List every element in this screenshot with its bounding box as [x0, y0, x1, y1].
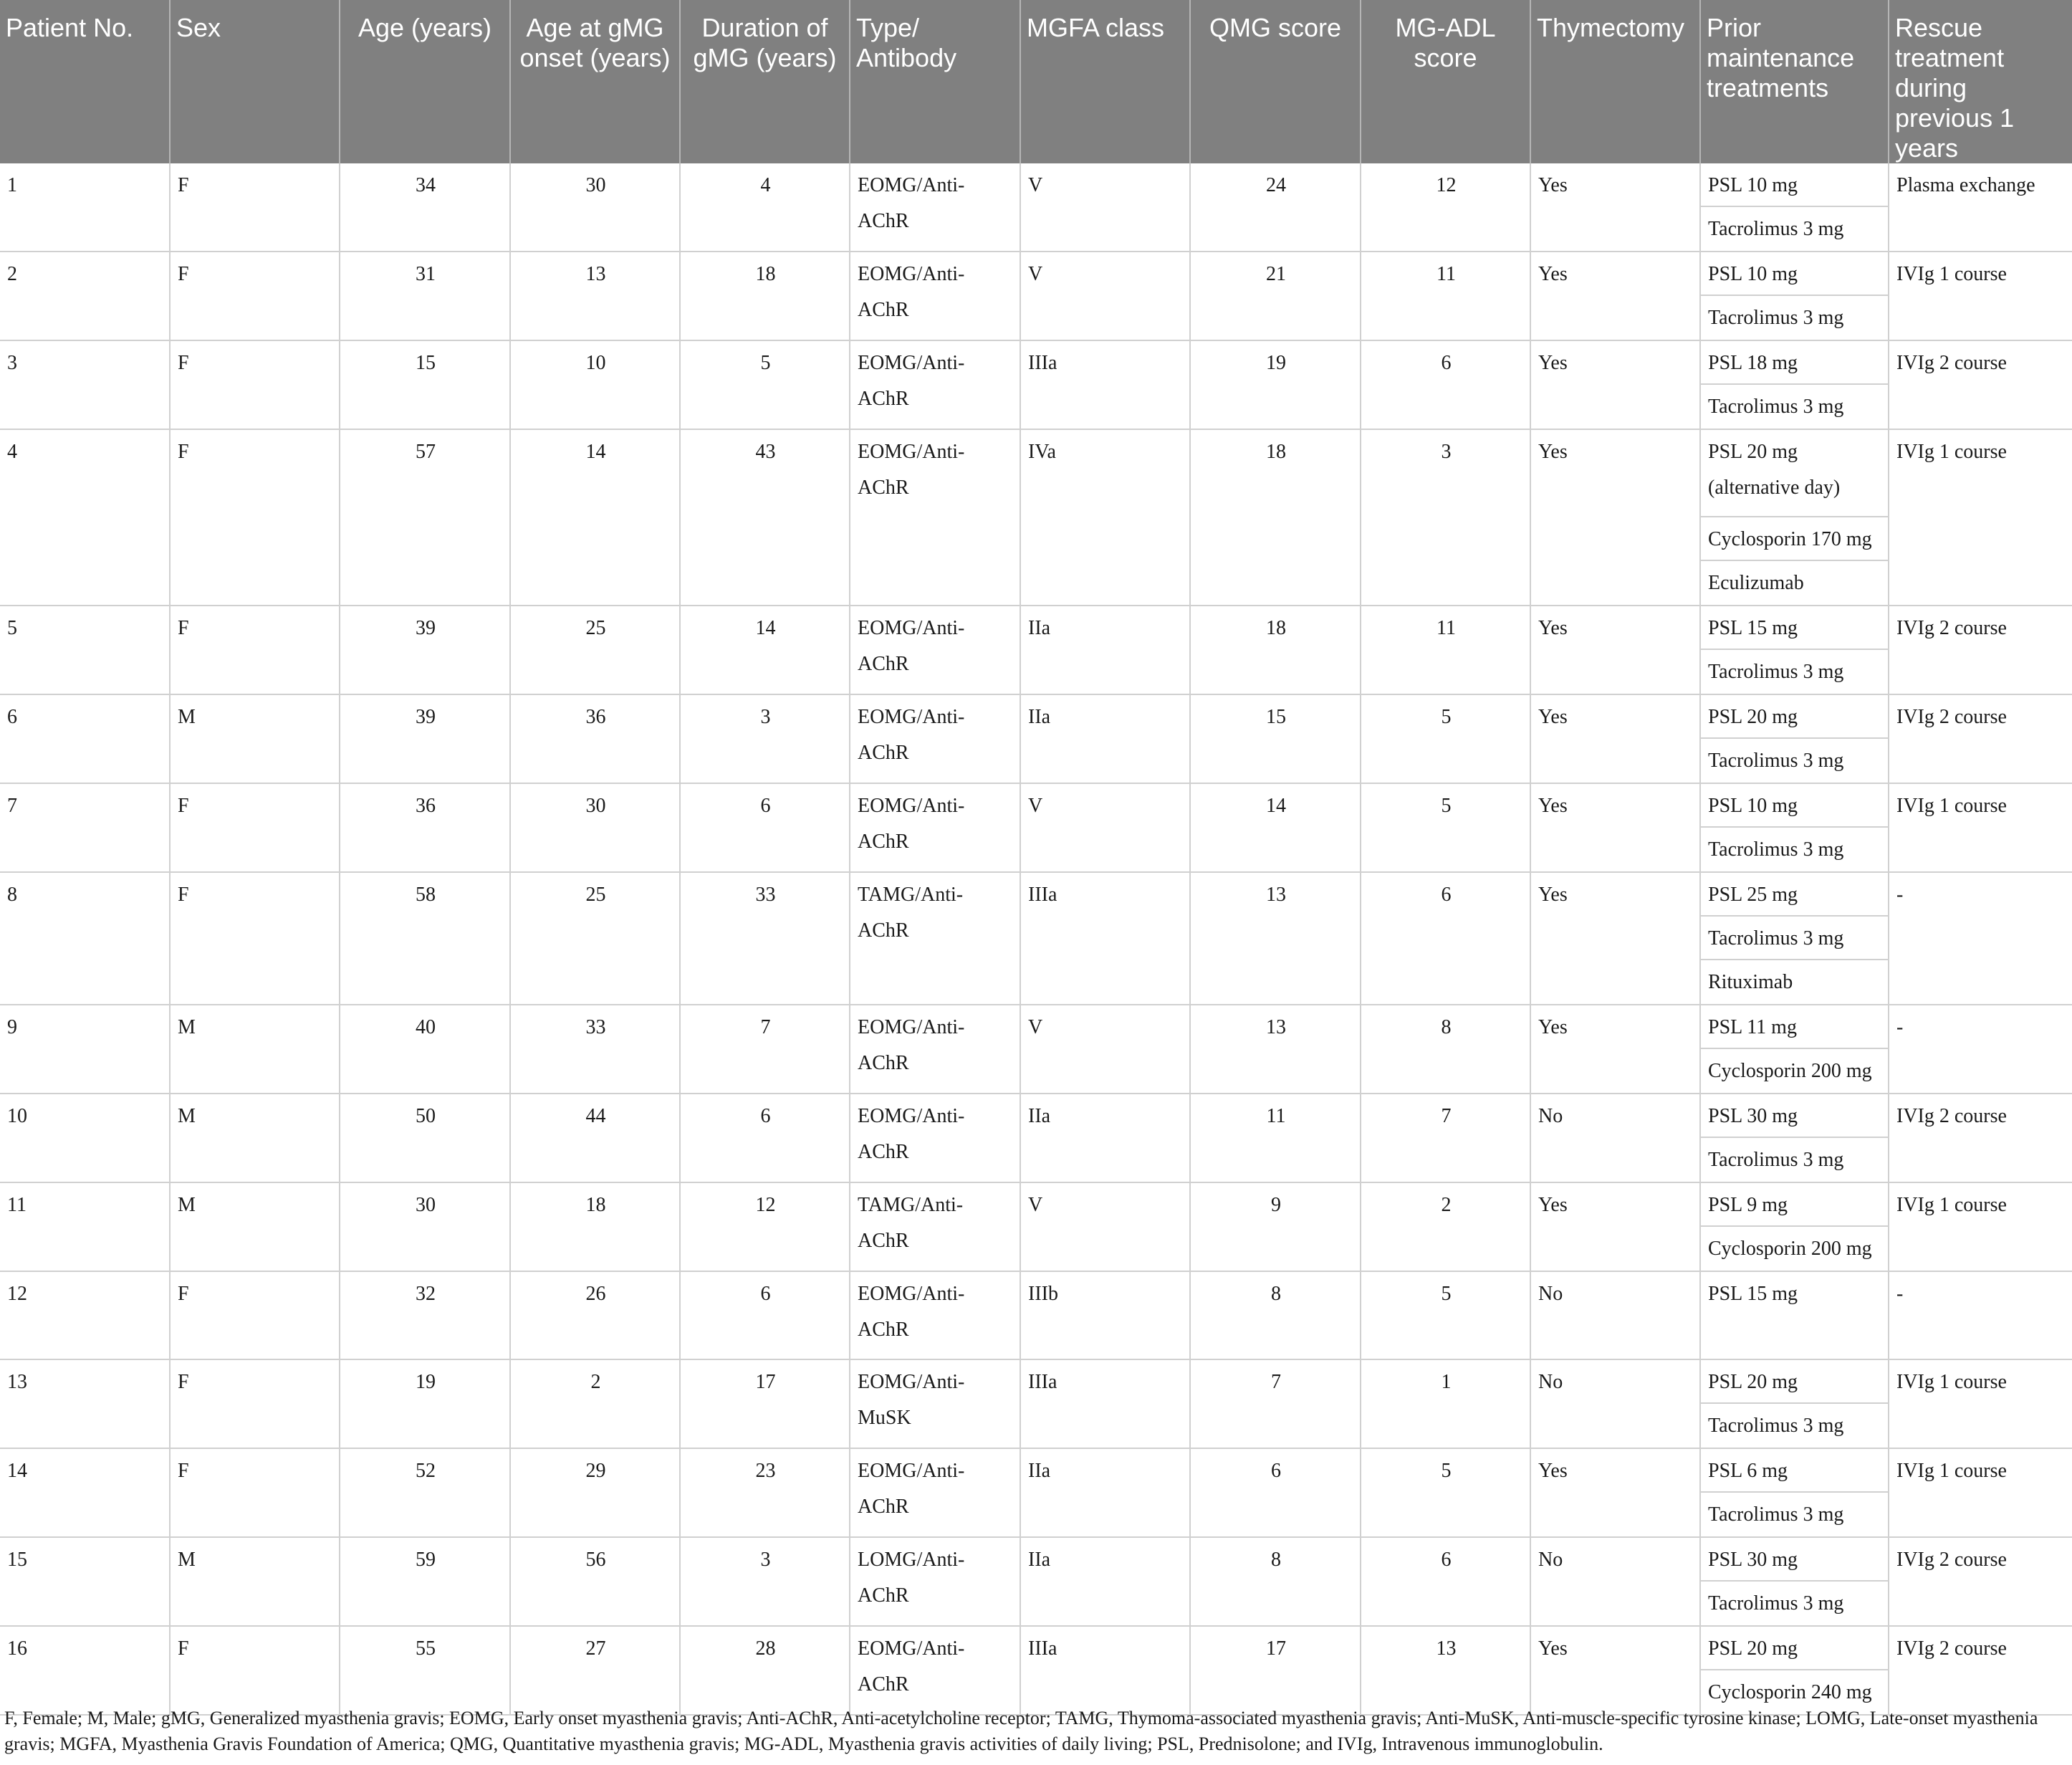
- mg-adl-score-cell: 3: [1361, 429, 1530, 606]
- mg-adl-score-cell: 5: [1361, 1448, 1530, 1537]
- age-onset-cell: 25: [510, 872, 680, 1005]
- duration-cell: 18: [680, 252, 850, 340]
- type-antibody-cell: [850, 1005, 1020, 1094]
- mg-adl-score-cell: 6: [1361, 872, 1530, 1005]
- mg-adl-score-cell: 12: [1361, 163, 1530, 252]
- header-qmg-score: QMG score: [1190, 0, 1361, 163]
- patient-no-cell: 10: [0, 1094, 170, 1182]
- prior-treatments-cell: [1700, 872, 1889, 1005]
- thymectomy-cell: Yes: [1530, 163, 1700, 252]
- rescue-treatment-cell: IVIg 2 course: [1889, 1094, 2072, 1182]
- header-patient-no: Patient No.: [0, 0, 170, 163]
- duration-cell: 12: [680, 1182, 850, 1271]
- header-thymectomy: Thymectomy: [1530, 0, 1700, 163]
- prior-treatments-cell: [1700, 1359, 1889, 1448]
- thymectomy-cell: Yes: [1530, 1005, 1700, 1094]
- table-row: [0, 606, 2072, 694]
- thymectomy-cell: Yes: [1530, 606, 1700, 694]
- table-header: [0, 0, 2072, 163]
- table-row: [0, 252, 2072, 340]
- table-row: [0, 429, 2072, 606]
- header-age: Age (years): [340, 0, 510, 163]
- thymectomy-cell: No: [1530, 1537, 1700, 1626]
- mgfa-class-cell: V: [1020, 1182, 1190, 1271]
- treatment-item: PSL 15 mg: [1701, 606, 1888, 650]
- sex-cell: F: [170, 340, 340, 429]
- patient-no-cell: 2: [0, 252, 170, 340]
- mg-adl-score-cell: 5: [1361, 783, 1530, 872]
- table-row: [0, 872, 2072, 1005]
- qmg-score-cell: 19: [1190, 340, 1361, 429]
- table-row: [0, 1094, 2072, 1182]
- treatment-item: Tacrolimus 3 mg: [1708, 1592, 1844, 1615]
- table-row: [0, 1271, 2072, 1359]
- prior-treatments-cell: [1700, 1537, 1889, 1626]
- treatment-item: Tacrolimus 3 mg: [1708, 1149, 1844, 1171]
- rescue-treatment-cell: IVIg 1 course: [1889, 1448, 2072, 1537]
- type-antibody-text: LOMG/Anti-AChR: [858, 1549, 965, 1607]
- thymectomy-cell: No: [1530, 1271, 1700, 1359]
- prior-treatments-cell: [1700, 340, 1889, 429]
- mg-adl-score-cell: 2: [1361, 1182, 1530, 1271]
- table-row: [0, 1626, 2072, 1715]
- rescue-treatment-cell: IVIg 2 course: [1889, 606, 2072, 694]
- qmg-score-cell: 8: [1190, 1537, 1361, 1626]
- treatment-item: PSL 20 mg: [1701, 1360, 1888, 1404]
- prior-treatments-cell: [1700, 783, 1889, 872]
- patient-no-cell: 3: [0, 340, 170, 429]
- treatment-item: Cyclosporin 200 mg: [1708, 1060, 1872, 1082]
- age-cell: 34: [340, 163, 510, 252]
- age-onset-cell: 13: [510, 252, 680, 340]
- sex-cell: F: [170, 606, 340, 694]
- mg-adl-score-cell: 11: [1361, 252, 1530, 340]
- prior-treatments-cell: [1700, 252, 1889, 340]
- prior-treatments-cell: [1700, 429, 1889, 606]
- type-antibody-text: EOMG/Anti-AChR: [858, 706, 965, 764]
- sex-cell: M: [170, 1094, 340, 1182]
- treatment-item: PSL 30 mg: [1701, 1538, 1888, 1582]
- type-antibody-text: EOMG/Anti-AChR: [858, 1637, 965, 1695]
- patient-no-cell: 16: [0, 1626, 170, 1715]
- age-onset-cell: 29: [510, 1448, 680, 1537]
- table-body: [0, 163, 2072, 1715]
- thymectomy-cell: Yes: [1530, 429, 1700, 606]
- thymectomy-cell: Yes: [1530, 340, 1700, 429]
- qmg-score-cell: 24: [1190, 163, 1361, 252]
- treatment-item: Rituximab: [1708, 971, 1793, 993]
- table-row: [0, 694, 2072, 783]
- treatment-item: Cyclosporin 240 mg: [1708, 1681, 1872, 1703]
- age-cell: 39: [340, 694, 510, 783]
- qmg-score-cell: 13: [1190, 1005, 1361, 1094]
- age-cell: 40: [340, 1005, 510, 1094]
- type-antibody-text: EOMG/Anti-AChR: [858, 352, 965, 410]
- mgfa-class-cell: IVa: [1020, 429, 1190, 606]
- treatment-item: Cyclosporin 200 mg: [1708, 1238, 1872, 1260]
- age-cell: 39: [340, 606, 510, 694]
- age-onset-cell: 2: [510, 1359, 680, 1448]
- treatment-item: Tacrolimus 3 mg: [1708, 307, 1844, 329]
- rescue-treatment-cell: IVIg 2 course: [1889, 694, 2072, 783]
- qmg-score-cell: 17: [1190, 1626, 1361, 1715]
- sex-cell: F: [170, 1626, 340, 1715]
- patient-no-cell: 7: [0, 783, 170, 872]
- patient-no-cell: 4: [0, 429, 170, 606]
- type-antibody-text: EOMG/Anti-AChR: [858, 795, 965, 853]
- sex-cell: F: [170, 1448, 340, 1537]
- thymectomy-cell: Yes: [1530, 783, 1700, 872]
- treatment-item: PSL 15 mg: [1708, 1283, 1798, 1305]
- qmg-score-cell: 14: [1190, 783, 1361, 872]
- mg-adl-score-cell: 6: [1361, 340, 1530, 429]
- age-onset-cell: 27: [510, 1626, 680, 1715]
- type-antibody-cell: [850, 340, 1020, 429]
- header-prior-treatments: Prior maintenance treatments: [1700, 0, 1889, 163]
- treatment-item: PSL 20 mg (alternative day): [1701, 430, 1888, 517]
- mgfa-class-cell: IIa: [1020, 1448, 1190, 1537]
- age-onset-cell: 30: [510, 783, 680, 872]
- type-antibody-cell: [850, 252, 1020, 340]
- duration-cell: 17: [680, 1359, 850, 1448]
- treatment-item: PSL 18 mg: [1701, 341, 1888, 385]
- age-cell: 32: [340, 1271, 510, 1359]
- treatment-item: Cyclosporin 170 mg: [1701, 517, 1888, 561]
- type-antibody-cell: [850, 1182, 1020, 1271]
- duration-cell: 43: [680, 429, 850, 606]
- duration-cell: 6: [680, 783, 850, 872]
- rescue-treatment-cell: IVIg 1 course: [1889, 252, 2072, 340]
- age-cell: 19: [340, 1359, 510, 1448]
- qmg-score-cell: 18: [1190, 606, 1361, 694]
- mg-adl-score-cell: 5: [1361, 694, 1530, 783]
- type-antibody-text: EOMG/Anti-AChR: [858, 1460, 965, 1518]
- type-antibody-cell: [850, 1626, 1020, 1715]
- mg-adl-score-cell: 13: [1361, 1626, 1530, 1715]
- rescue-treatment-cell: IVIg 1 course: [1889, 1359, 2072, 1448]
- treatment-item: Tacrolimus 3 mg: [1708, 661, 1844, 683]
- table-row: [0, 783, 2072, 872]
- qmg-score-cell: 7: [1190, 1359, 1361, 1448]
- rescue-treatment-cell: IVIg 2 course: [1889, 1626, 2072, 1715]
- mgfa-class-cell: IIa: [1020, 1094, 1190, 1182]
- duration-cell: 23: [680, 1448, 850, 1537]
- qmg-score-cell: 15: [1190, 694, 1361, 783]
- type-antibody-cell: [850, 1537, 1020, 1626]
- prior-treatments-cell: [1700, 694, 1889, 783]
- rescue-treatment-cell: IVIg 1 course: [1889, 783, 2072, 872]
- patient-no-cell: 1: [0, 163, 170, 252]
- header-age-onset: Age at gMG onset (years): [510, 0, 680, 163]
- age-cell: 15: [340, 340, 510, 429]
- age-cell: 50: [340, 1094, 510, 1182]
- table-row: [0, 163, 2072, 252]
- type-antibody-cell: [850, 1448, 1020, 1537]
- table-row: [0, 340, 2072, 429]
- duration-cell: 28: [680, 1626, 850, 1715]
- table-row: [0, 1359, 2072, 1448]
- age-onset-cell: 30: [510, 163, 680, 252]
- sex-cell: M: [170, 1182, 340, 1271]
- type-antibody-text: EOMG/Anti-AChR: [858, 1283, 965, 1341]
- patient-no-cell: 9: [0, 1005, 170, 1094]
- age-cell: 57: [340, 429, 510, 606]
- mg-adl-score-cell: 5: [1361, 1271, 1530, 1359]
- patient-no-cell: 6: [0, 694, 170, 783]
- thymectomy-cell: Yes: [1530, 252, 1700, 340]
- thymectomy-cell: Yes: [1530, 694, 1700, 783]
- treatment-item: PSL 20 mg: [1701, 1627, 1888, 1670]
- table-row: [0, 1448, 2072, 1537]
- type-antibody-cell: [850, 163, 1020, 252]
- mgfa-class-cell: IIIa: [1020, 872, 1190, 1005]
- mg-adl-score-cell: 11: [1361, 606, 1530, 694]
- mgfa-class-cell: V: [1020, 252, 1190, 340]
- type-antibody-text: EOMG/Anti-AChR: [858, 174, 965, 232]
- duration-cell: 33: [680, 872, 850, 1005]
- patient-no-cell: 12: [0, 1271, 170, 1359]
- mgfa-class-cell: IIa: [1020, 1537, 1190, 1626]
- type-antibody-text: TAMG/Anti-AChR: [858, 1194, 964, 1252]
- header-type-antibody: Type/ Antibody: [850, 0, 1020, 163]
- prior-treatments-cell: [1700, 1182, 1889, 1271]
- type-antibody-cell: [850, 783, 1020, 872]
- rescue-treatment-cell: IVIg 2 course: [1889, 1537, 2072, 1626]
- treatment-item: PSL 6 mg: [1701, 1449, 1888, 1493]
- qmg-score-cell: 9: [1190, 1182, 1361, 1271]
- patient-no-cell: 8: [0, 872, 170, 1005]
- thymectomy-cell: No: [1530, 1359, 1700, 1448]
- mgfa-class-cell: IIa: [1020, 606, 1190, 694]
- sex-cell: F: [170, 429, 340, 606]
- sex-cell: M: [170, 1005, 340, 1094]
- prior-treatments-cell: [1700, 1626, 1889, 1715]
- age-onset-cell: 44: [510, 1094, 680, 1182]
- mgfa-class-cell: IIIa: [1020, 1626, 1190, 1715]
- patient-no-cell: 11: [0, 1182, 170, 1271]
- table-row: [0, 1537, 2072, 1626]
- type-antibody-text: TAMG/Anti-AChR: [858, 884, 964, 942]
- age-onset-cell: 36: [510, 694, 680, 783]
- treatment-item: Tacrolimus 3 mg: [1708, 750, 1844, 772]
- type-antibody-cell: [850, 872, 1020, 1005]
- type-antibody-cell: [850, 1094, 1020, 1182]
- age-cell: 58: [340, 872, 510, 1005]
- treatment-item: PSL 11 mg: [1701, 1005, 1888, 1049]
- type-antibody-cell: [850, 606, 1020, 694]
- age-cell: 30: [340, 1182, 510, 1271]
- patient-no-cell: 5: [0, 606, 170, 694]
- treatment-item: Eculizumab: [1708, 572, 1804, 594]
- treatment-item: PSL 10 mg: [1701, 252, 1888, 296]
- sex-cell: F: [170, 163, 340, 252]
- qmg-score-cell: 18: [1190, 429, 1361, 606]
- type-antibody-text: EOMG/Anti-AChR: [858, 1105, 965, 1163]
- age-cell: 59: [340, 1537, 510, 1626]
- treatment-item: Tacrolimus 3 mg: [1708, 396, 1844, 418]
- age-onset-cell: 25: [510, 606, 680, 694]
- prior-treatments-cell: [1700, 1094, 1889, 1182]
- type-antibody-cell: [850, 1271, 1020, 1359]
- type-antibody-text: EOMG/Anti-AChR: [858, 1016, 965, 1074]
- treatment-item: Tacrolimus 3 mg: [1708, 218, 1844, 240]
- age-onset-cell: 10: [510, 340, 680, 429]
- type-antibody-cell: [850, 694, 1020, 783]
- mgfa-class-cell: IIa: [1020, 694, 1190, 783]
- age-cell: 52: [340, 1448, 510, 1537]
- treatment-item: Tacrolimus 3 mg: [1701, 917, 1888, 960]
- age-cell: 31: [340, 252, 510, 340]
- qmg-score-cell: 6: [1190, 1448, 1361, 1537]
- sex-cell: F: [170, 872, 340, 1005]
- treatment-item: Tacrolimus 3 mg: [1708, 1415, 1844, 1437]
- sex-cell: F: [170, 783, 340, 872]
- table-row: [0, 1182, 2072, 1271]
- age-onset-cell: 56: [510, 1537, 680, 1626]
- thymectomy-cell: Yes: [1530, 1448, 1700, 1537]
- duration-cell: 3: [680, 1537, 850, 1626]
- table-footnote: F, Female; M, Male; gMG, Generalized myasthenia gravis; EOMG, Early onset myasthenia gravis; Anti-AChR, Anti-acetylcholine receptor; TAMG, Thymoma-associated myasthenia gravis; Anti-MuSK, Anti-muscle-specific tyrosine kinase; LOMG, Late-onset myasthenia gravis; MGFA, Myasthenia Gravis Foundation of America; QMG, Quantitative myasthenia gravis; MG-ADL, Myasthenia gravis activities of daily living; PSL, Prednisolone; and IVIg, Intravenous immunoglobulin.: [4, 1708, 2038, 1754]
- treatment-item: PSL 10 mg: [1701, 163, 1888, 207]
- header-rescue-treatment: Rescue treatment during previous 1 years: [1889, 0, 2072, 163]
- duration-cell: 5: [680, 340, 850, 429]
- prior-treatments-cell: [1700, 606, 1889, 694]
- rescue-treatment-cell: Plasma exchange: [1889, 163, 2072, 252]
- prior-treatments-cell: [1700, 163, 1889, 252]
- rescue-treatment-cell: IVIg 2 course: [1889, 340, 2072, 429]
- table-row: [0, 1005, 2072, 1094]
- header-duration: Duration of gMG (years): [680, 0, 850, 163]
- sex-cell: F: [170, 1359, 340, 1448]
- treatment-item: PSL 10 mg: [1701, 784, 1888, 828]
- age-onset-cell: 18: [510, 1182, 680, 1271]
- patient-no-cell: 13: [0, 1359, 170, 1448]
- prior-treatments-cell: [1700, 1271, 1889, 1359]
- rescue-treatment-cell: -: [1889, 872, 2072, 1005]
- mgfa-class-cell: IIIa: [1020, 1359, 1190, 1448]
- rescue-treatment-cell: IVIg 1 course: [1889, 1182, 2072, 1271]
- mgfa-class-cell: V: [1020, 163, 1190, 252]
- type-antibody-text: EOMG/Anti-AChR: [858, 441, 965, 499]
- patient-no-cell: 15: [0, 1537, 170, 1626]
- age-cell: 55: [340, 1626, 510, 1715]
- thymectomy-cell: Yes: [1530, 1626, 1700, 1715]
- header-row: [0, 0, 2072, 163]
- sex-cell: M: [170, 694, 340, 783]
- prior-treatments-cell: [1700, 1005, 1889, 1094]
- type-antibody-text: EOMG/Anti-MuSK: [858, 1371, 965, 1429]
- mgfa-class-cell: IIIa: [1020, 340, 1190, 429]
- qmg-score-cell: 8: [1190, 1271, 1361, 1359]
- mg-adl-score-cell: 7: [1361, 1094, 1530, 1182]
- sex-cell: F: [170, 252, 340, 340]
- duration-cell: 3: [680, 694, 850, 783]
- duration-cell: 14: [680, 606, 850, 694]
- type-antibody-cell: [850, 429, 1020, 606]
- type-antibody-cell: [850, 1359, 1020, 1448]
- qmg-score-cell: 21: [1190, 252, 1361, 340]
- prior-treatments-cell: [1700, 1448, 1889, 1537]
- header-sex: Sex: [170, 0, 340, 163]
- treatment-item: PSL 30 mg: [1701, 1094, 1888, 1138]
- type-antibody-text: EOMG/Anti-AChR: [858, 617, 965, 675]
- rescue-treatment-cell: -: [1889, 1271, 2072, 1359]
- sex-cell: F: [170, 1271, 340, 1359]
- treatment-item: PSL 9 mg: [1701, 1183, 1888, 1227]
- treatment-item: Tacrolimus 3 mg: [1708, 838, 1844, 861]
- treatment-item: PSL 20 mg: [1701, 695, 1888, 739]
- mg-adl-score-cell: 1: [1361, 1359, 1530, 1448]
- thymectomy-cell: Yes: [1530, 872, 1700, 1005]
- duration-cell: 6: [680, 1271, 850, 1359]
- treatment-item: Tacrolimus 3 mg: [1708, 1503, 1844, 1526]
- rescue-treatment-cell: -: [1889, 1005, 2072, 1094]
- age-onset-cell: 14: [510, 429, 680, 606]
- duration-cell: 6: [680, 1094, 850, 1182]
- qmg-score-cell: 13: [1190, 872, 1361, 1005]
- header-mg-adl-score: MG-ADL score: [1361, 0, 1530, 163]
- mgfa-class-cell: V: [1020, 1005, 1190, 1094]
- duration-cell: 7: [680, 1005, 850, 1094]
- mgfa-class-cell: V: [1020, 783, 1190, 872]
- thymectomy-cell: Yes: [1530, 1182, 1700, 1271]
- type-antibody-text: EOMG/Anti-AChR: [858, 263, 965, 321]
- age-onset-cell: 26: [510, 1271, 680, 1359]
- patient-no-cell: 14: [0, 1448, 170, 1537]
- treatment-item: PSL 25 mg: [1701, 873, 1888, 917]
- qmg-score-cell: 11: [1190, 1094, 1361, 1182]
- thymectomy-cell: No: [1530, 1094, 1700, 1182]
- age-onset-cell: 33: [510, 1005, 680, 1094]
- mgfa-class-cell: IIIb: [1020, 1271, 1190, 1359]
- duration-cell: 4: [680, 163, 850, 252]
- sex-cell: M: [170, 1537, 340, 1626]
- header-mgfa-class: MGFA class: [1020, 0, 1190, 163]
- mg-adl-score-cell: 6: [1361, 1537, 1530, 1626]
- age-cell: 36: [340, 783, 510, 872]
- rescue-treatment-cell: IVIg 1 course: [1889, 429, 2072, 606]
- mg-adl-score-cell: 8: [1361, 1005, 1530, 1094]
